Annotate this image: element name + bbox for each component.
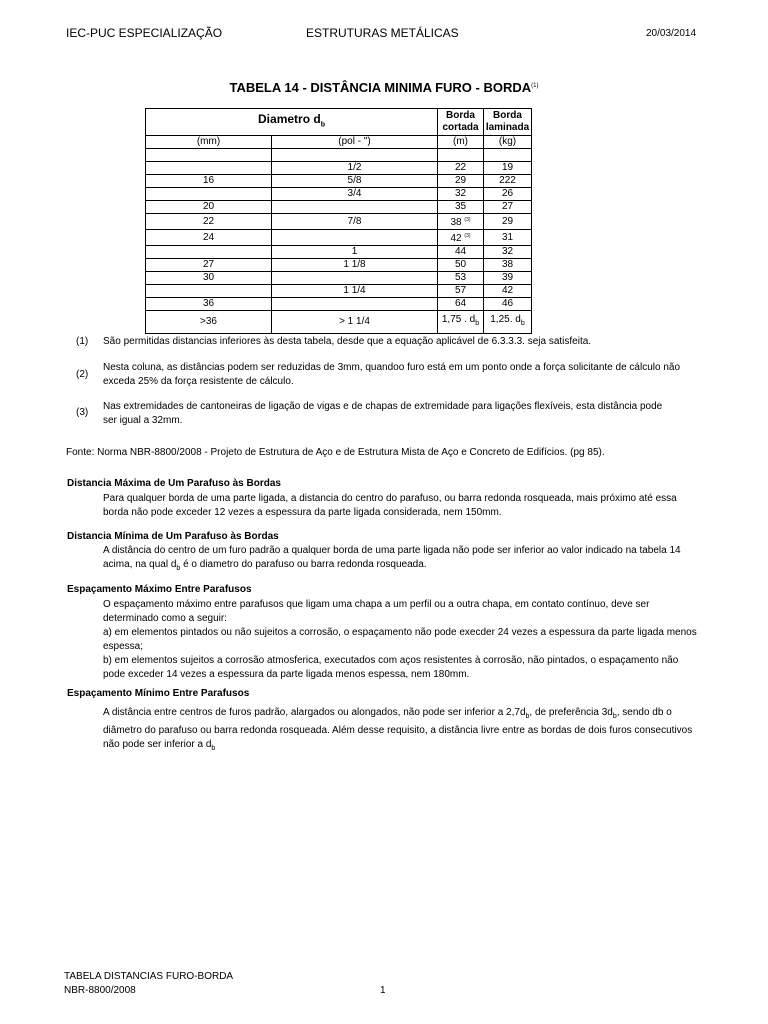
unit-pol: (pol - ")	[272, 136, 438, 149]
col-borda-cortada: Borda cortada	[438, 109, 484, 136]
cell-value: 42	[450, 233, 462, 244]
unit-mm: (mm)	[146, 136, 272, 149]
cell: 5/8	[272, 175, 438, 188]
paragraph: a) em elementos pintados ou não sujeitos a corrosão, o espaçamento não pode execder 24 vezes a espessura da parte ligada menos espessa;	[103, 627, 697, 652]
cell: 46	[484, 298, 532, 311]
footer-line-1: TABELA DISTANCIAS FURO-BORDA	[64, 971, 234, 982]
section-heading: Espaçamento Mínimo Entre Parafusos	[67, 688, 250, 699]
cell: 29	[484, 214, 532, 230]
note-3-text: Nas extremidades de cantoneiras de ligação de vigas e de chapas de extremidade para ligações flexíveis, esta distância pode ser igual a 32mm.	[103, 401, 663, 426]
note-3-num: (3)	[76, 407, 89, 418]
cell: 26	[484, 188, 532, 201]
note-1-num: (1)	[76, 336, 89, 347]
cell: 24	[146, 230, 272, 246]
cell: 32	[438, 188, 484, 201]
cell-ref: (3)	[464, 217, 471, 223]
cell	[272, 149, 438, 162]
table-row	[146, 162, 532, 175]
note-2-text: Nesta coluna, as distâncias podem ser reduzidas de 3mm, quandoo furo está em um ponto onde a força solicitante de cálculo não exceda 25% da força resistente de cálculo.	[103, 362, 681, 387]
cell: 27	[146, 259, 272, 272]
table-row	[146, 201, 532, 214]
cell-ref: (3)	[464, 233, 471, 239]
section-heading: Distancia Máxima de Um Parafuso às Bordas	[67, 478, 281, 489]
cell	[146, 285, 272, 298]
col-borda-laminada: Borda laminada	[484, 109, 532, 136]
cell: 57	[438, 285, 484, 298]
title-ref: (1)	[531, 83, 539, 89]
page-number: 1	[380, 985, 386, 996]
cell	[272, 298, 438, 311]
cell: 20	[146, 201, 272, 214]
section-sub: b	[525, 713, 530, 720]
cell: >36	[146, 311, 272, 334]
section-heading: Distancia Mínima de Um Parafuso às Bordas	[67, 531, 279, 542]
diameter-sub: b	[320, 121, 325, 129]
header-left: IEC-PUC ESPECIALIZAÇÃO	[66, 26, 223, 40]
cell: 29	[438, 175, 484, 188]
cell	[146, 162, 272, 175]
cell: 27	[484, 201, 532, 214]
section-sub: b	[211, 745, 216, 752]
cell-sub: b	[520, 320, 525, 327]
cell: 16	[146, 175, 272, 188]
section-body	[103, 544, 693, 576]
footer-line-2: NBR-8800/2008	[64, 985, 136, 996]
table-row	[146, 149, 532, 162]
cell: 39	[484, 272, 532, 285]
table-row-last	[146, 311, 532, 334]
units-row	[146, 136, 532, 149]
cell: 30	[146, 272, 272, 285]
cell: 1	[272, 246, 438, 259]
section-sub: b	[612, 713, 617, 720]
cell: 31	[484, 230, 532, 246]
section-text: , sendo db o diâmetro do parafuso ou barra redonda rosqueada. Além desse requisito, a distância livre entre as bordas de dois furos consecutivos não pode ser inferior a d	[103, 707, 693, 750]
section-text: , de preferência 3d	[529, 707, 613, 718]
diameter-label: Diametro d	[258, 111, 321, 126]
cell	[438, 214, 484, 230]
cell: 3/4	[272, 188, 438, 201]
cell: 53	[438, 272, 484, 285]
cell: 44	[438, 246, 484, 259]
header-date: 20/03/2014	[646, 28, 697, 39]
cell: 22	[438, 162, 484, 175]
table-header-row	[146, 109, 532, 136]
table-row	[146, 285, 532, 298]
cell	[272, 201, 438, 214]
section-body: Para qualquer borda de uma parte ligada, a distancia do centro do parafuso, ou barra redonda rosqueada, mais próximo até essa borda não pode exceder 12 vezes a espessura da parte ligada considerada, nem 150mm.	[103, 493, 677, 518]
table-row	[146, 272, 532, 285]
section-text: A distância entre centros de furos padrão, alargados ou alongados, não pode ser inferior a 2,7d	[103, 707, 526, 718]
cell: > 1 1/4	[272, 311, 438, 334]
table-row	[146, 214, 532, 230]
cell: 50	[438, 259, 484, 272]
cell-value: 1,25. d	[490, 314, 521, 325]
cell: 36	[146, 298, 272, 311]
cell: 22	[146, 214, 272, 230]
table-row	[146, 246, 532, 259]
cell: 7/8	[272, 214, 438, 230]
cell	[146, 246, 272, 259]
cell: 64	[438, 298, 484, 311]
page-title	[0, 80, 768, 95]
table-row	[146, 230, 532, 246]
diameter-header	[146, 109, 438, 136]
cell	[438, 149, 484, 162]
cell	[438, 311, 484, 334]
section-text: é o diametro do parafuso ou barra redonda rosqueada.	[180, 559, 427, 570]
cell: 1 1/4	[272, 285, 438, 298]
distance-table	[145, 108, 532, 334]
cell: 42	[484, 285, 532, 298]
table-row	[146, 259, 532, 272]
cell: 1/2	[272, 162, 438, 175]
title-text: TABELA 14 - DISTÂNCIA MINIMA FURO - BORDA	[229, 80, 532, 95]
section-body	[103, 706, 693, 756]
note-1-text: São permitidas distancias inferiores às desta tabela, desde que a equação aplicável de 6.3.3.3. seja satisfeita.	[103, 336, 592, 347]
cell: 32	[484, 246, 532, 259]
cell: 38	[484, 259, 532, 272]
section-heading: Espaçamento Máximo Entre Parafusos	[67, 584, 252, 595]
cell: 35	[438, 201, 484, 214]
section-sub: b	[176, 565, 181, 572]
section-body	[103, 598, 699, 682]
table-row	[146, 188, 532, 201]
header-center: ESTRUTURAS METÁLICAS	[306, 26, 459, 40]
table-row	[146, 298, 532, 311]
unit-m: (m)	[438, 136, 484, 149]
cell	[272, 230, 438, 246]
cell	[438, 230, 484, 246]
cell-value: 1,75 . d	[441, 314, 476, 325]
cell: 1 1/8	[272, 259, 438, 272]
section-text: A distância do centro de um furo padrão a qualquer borda de uma parte ligada não pode ser inferior ao valor indicado na tabela 14 acima, na qual d	[103, 545, 681, 570]
table-row	[146, 175, 532, 188]
paragraph: b) em elementos sujeitos a corrosão atmosferica, executados com aços resistentes à corrosão, não pintados, o espaçamento não pode exceder 14 vezes a espessura da parte ligada menos espessa, nem 180mm.	[103, 655, 679, 680]
cell	[272, 272, 438, 285]
cell	[146, 188, 272, 201]
cell-value: 38	[450, 217, 462, 228]
cell	[484, 311, 532, 334]
source-line: Fonte: Norma NBR-8800/2008 - Projeto de Estrutura de Aço e de Estrutura Mista de Aço e Concreto de Edifícios. (pg 85).	[66, 447, 605, 458]
note-2-num: (2)	[76, 369, 89, 380]
cell: 19	[484, 162, 532, 175]
unit-kg: (kg)	[484, 136, 532, 149]
paragraph: O espaçamento máximo entre parafusos que ligam uma chapa a um perfil ou a outra chapa, em contato contínuo, deve ser determinado como a seguir:	[103, 599, 650, 624]
cell	[146, 149, 272, 162]
cell: 222	[484, 175, 532, 188]
cell	[484, 149, 532, 162]
cell-sub: b	[475, 320, 480, 327]
